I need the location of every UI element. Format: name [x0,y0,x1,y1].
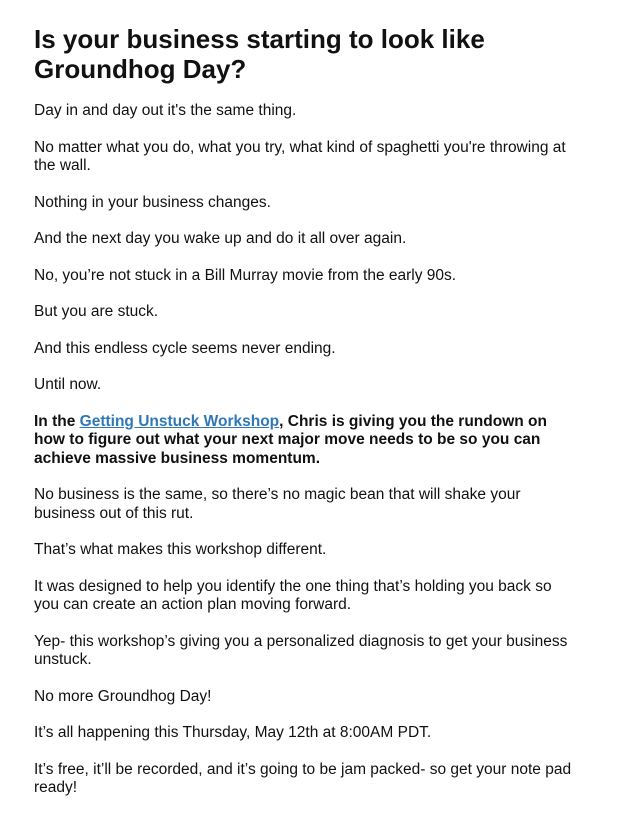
workshop-link[interactable]: Getting Unstuck Workshop [79,412,280,430]
paragraph-nothing-changes: Nothing in your business changes. [34,193,271,211]
paragraph-free-recorded: It’s free, it’ll be recorded, and it’s going to be jam packed- so get your note pad ready! [34,760,572,796]
paragraph-diagnosis: Yep- this workshop’s giving you a personalized diagnosis to get your business unstuck. [34,632,568,668]
paragraph-until-now: Until now. [34,376,102,393]
paragraph-workshop-highlight [34,413,579,469]
paragraph-next-day: And the next day you wake up and do it all over again. [34,230,407,247]
highlight-suffix: , Chris is giving you the rundown on how to figure out what your next major move needs to be so you can achieve massive business momentum. [34,412,547,467]
paragraph-spaghetti: No matter what you do, what you try, what kind of spaghetti you're throwing at the wall. [34,138,566,174]
paragraph-no-more-groundhog: No more Groundhog Day! [34,687,212,705]
highlight-prefix: In the [34,412,80,430]
paragraph-endless-cycle: And this endless cycle seems never ending. [34,339,336,357]
paragraph-no-magic-bean: No business is the same, so there’s no magic bean that will shake your business out of this rut. [34,486,521,522]
paragraph-designed-to-help: It was designed to help you identify the one thing that’s holding you back so you can create an action plan moving forward. [34,577,552,613]
paragraph-same-thing: Day in and day out it's the same thing. [34,102,297,119]
paragraph-bill-murray: No, you’re not stuck in a Bill Murray movie from the early 90s. [34,266,457,284]
paragraph-workshop-different: That’s what makes this workshop different. [34,541,327,558]
email-heading: Is your business starting to look like Groundhog Day? [34,24,485,84]
paragraph-event-date: It’s all happening this Thursday, May 12th at 8:00AM PDT. [34,724,432,741]
paragraph-you-are-stuck: But you are stuck. [34,303,159,320]
